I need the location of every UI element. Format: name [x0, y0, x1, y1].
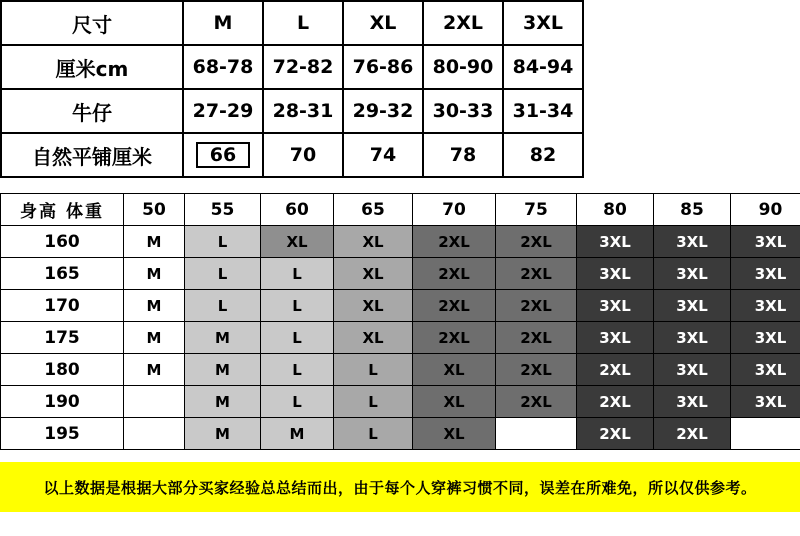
matrix-weight-header: 75 — [496, 194, 577, 226]
size-table-cell: 82 — [503, 133, 583, 177]
matrix-height-header: 180 — [1, 354, 124, 386]
matrix-size-cell: M — [185, 386, 261, 418]
matrix-size-cell: 3XL — [654, 386, 731, 418]
size-table-row-label: 牛仔 — [1, 89, 183, 133]
table-row — [1, 290, 800, 322]
table-row — [1, 133, 583, 177]
matrix-height-header: 190 — [1, 386, 124, 418]
table-row — [1, 386, 800, 418]
matrix-weight-header: 55 — [185, 194, 261, 226]
table-row — [1, 418, 800, 450]
bottom-filler — [0, 512, 800, 536]
table-row — [1, 258, 800, 290]
matrix-size-cell: 2XL — [654, 418, 731, 450]
size-table-cell: 80-90 — [423, 45, 503, 89]
matrix-size-cell: 3XL — [577, 226, 654, 258]
matrix-height-header: 195 — [1, 418, 124, 450]
disclaimer-note — [0, 462, 800, 512]
size-table-row-label: 厘米cm — [1, 45, 183, 89]
matrix-height-header: 160 — [1, 226, 124, 258]
size-table-cell: 78 — [423, 133, 503, 177]
matrix-size-cell: XL — [261, 226, 334, 258]
matrix-size-cell: M — [124, 290, 185, 322]
size-table-cell: 28-31 — [263, 89, 343, 133]
matrix-size-cell — [496, 418, 577, 450]
matrix-size-cell: XL — [413, 418, 496, 450]
size-table-cell: 27-29 — [183, 89, 263, 133]
matrix-size-cell: 3XL — [731, 354, 800, 386]
table-row — [1, 45, 583, 89]
matrix-size-cell: M — [185, 322, 261, 354]
matrix-size-cell: XL — [334, 290, 413, 322]
size-table-cell: 74 — [343, 133, 423, 177]
matrix-size-cell: 3XL — [731, 226, 800, 258]
matrix-size-cell: 3XL — [654, 226, 731, 258]
matrix-height-header: 170 — [1, 290, 124, 322]
matrix-size-cell: 2XL — [413, 226, 496, 258]
size-table-cell: 76-86 — [343, 45, 423, 89]
disclaimer-text: 以上数据是根据大部分买家经验总总结而出，由于每个人穿裤习惯不同，误差在所难免，所以仅供参考。 — [43, 478, 757, 497]
matrix-weight-header: 65 — [334, 194, 413, 226]
matrix-size-cell: M — [261, 418, 334, 450]
matrix-size-cell: 3XL — [731, 386, 800, 418]
matrix-size-cell: L — [185, 226, 261, 258]
matrix-size-cell: XL — [334, 226, 413, 258]
size-table-column-header: 3XL — [503, 1, 583, 45]
matrix-weight-header: 50 — [124, 194, 185, 226]
matrix-corner-header: 身高 体重 — [1, 194, 124, 226]
matrix-size-cell: 2XL — [496, 322, 577, 354]
matrix-size-cell: 2XL — [496, 354, 577, 386]
matrix-weight-header: 85 — [654, 194, 731, 226]
matrix-size-cell: M — [185, 354, 261, 386]
matrix-size-cell: XL — [334, 322, 413, 354]
matrix-size-cell: 2XL — [413, 322, 496, 354]
matrix-size-cell: L — [261, 322, 334, 354]
matrix-size-cell: 2XL — [496, 258, 577, 290]
matrix-weight-header: 90 — [731, 194, 800, 226]
matrix-size-cell: L — [261, 290, 334, 322]
size-table-column-header: M — [183, 1, 263, 45]
matrix-size-cell: 2XL — [413, 290, 496, 322]
matrix-size-cell: XL — [334, 258, 413, 290]
matrix-size-cell: L — [334, 354, 413, 386]
matrix-size-cell: L — [261, 258, 334, 290]
matrix-size-cell: L — [334, 418, 413, 450]
matrix-size-cell: M — [124, 354, 185, 386]
size-table-cell: 84-94 — [503, 45, 583, 89]
matrix-weight-header: 70 — [413, 194, 496, 226]
matrix-size-cell: L — [185, 290, 261, 322]
size-table-cell: 68-78 — [183, 45, 263, 89]
matrix-size-cell: 2XL — [577, 418, 654, 450]
size-table-column-header: 2XL — [423, 1, 503, 45]
size-table-column-header: XL — [343, 1, 423, 45]
table-row — [1, 1, 583, 45]
height-weight-size-matrix — [0, 193, 800, 450]
matrix-size-cell: L — [334, 386, 413, 418]
matrix-size-cell: 3XL — [654, 290, 731, 322]
size-table-cell: 30-33 — [423, 89, 503, 133]
matrix-size-cell: 3XL — [654, 322, 731, 354]
size-table-cell: 29-32 — [343, 89, 423, 133]
matrix-size-cell: XL — [413, 386, 496, 418]
table-row — [1, 89, 583, 133]
matrix-size-cell: L — [185, 258, 261, 290]
table-row — [1, 322, 800, 354]
matrix-size-cell — [731, 418, 800, 450]
matrix-size-cell: 2XL — [496, 290, 577, 322]
matrix-weight-header: 60 — [261, 194, 334, 226]
matrix-size-cell: 3XL — [577, 290, 654, 322]
size-table-corner-header: 尺寸 — [1, 1, 183, 45]
matrix-size-cell: 3XL — [654, 258, 731, 290]
matrix-height-header: 175 — [1, 322, 124, 354]
matrix-height-header: 165 — [1, 258, 124, 290]
matrix-size-cell: 2XL — [577, 386, 654, 418]
matrix-weight-header: 80 — [577, 194, 654, 226]
matrix-size-cell: 3XL — [731, 258, 800, 290]
size-table-row-label: 自然平铺厘米 — [1, 133, 183, 177]
table-row — [1, 354, 800, 386]
matrix-size-cell: M — [124, 258, 185, 290]
matrix-size-cell: 2XL — [577, 354, 654, 386]
matrix-size-cell: L — [261, 354, 334, 386]
size-table-column-header: L — [263, 1, 343, 45]
matrix-size-cell: M — [185, 418, 261, 450]
matrix-size-cell: 2XL — [413, 258, 496, 290]
size-table-cell: 31-34 — [503, 89, 583, 133]
highlighted-value: 66 — [196, 142, 250, 168]
table-row — [1, 194, 800, 226]
table-row — [1, 226, 800, 258]
matrix-size-cell: L — [261, 386, 334, 418]
matrix-size-cell: 3XL — [654, 354, 731, 386]
matrix-size-cell: 3XL — [731, 322, 800, 354]
matrix-size-cell: 3XL — [577, 322, 654, 354]
matrix-size-cell — [124, 418, 185, 450]
matrix-size-cell: 3XL — [731, 290, 800, 322]
size-table-cell: 70 — [263, 133, 343, 177]
matrix-size-cell: 2XL — [496, 226, 577, 258]
matrix-size-cell: M — [124, 226, 185, 258]
size-table-cell — [183, 133, 263, 177]
size-specification-table — [0, 0, 584, 178]
matrix-size-cell: 2XL — [496, 386, 577, 418]
size-table-cell: 72-82 — [263, 45, 343, 89]
matrix-size-cell — [124, 386, 185, 418]
matrix-size-cell: XL — [413, 354, 496, 386]
matrix-size-cell: 3XL — [577, 258, 654, 290]
matrix-size-cell: M — [124, 322, 185, 354]
